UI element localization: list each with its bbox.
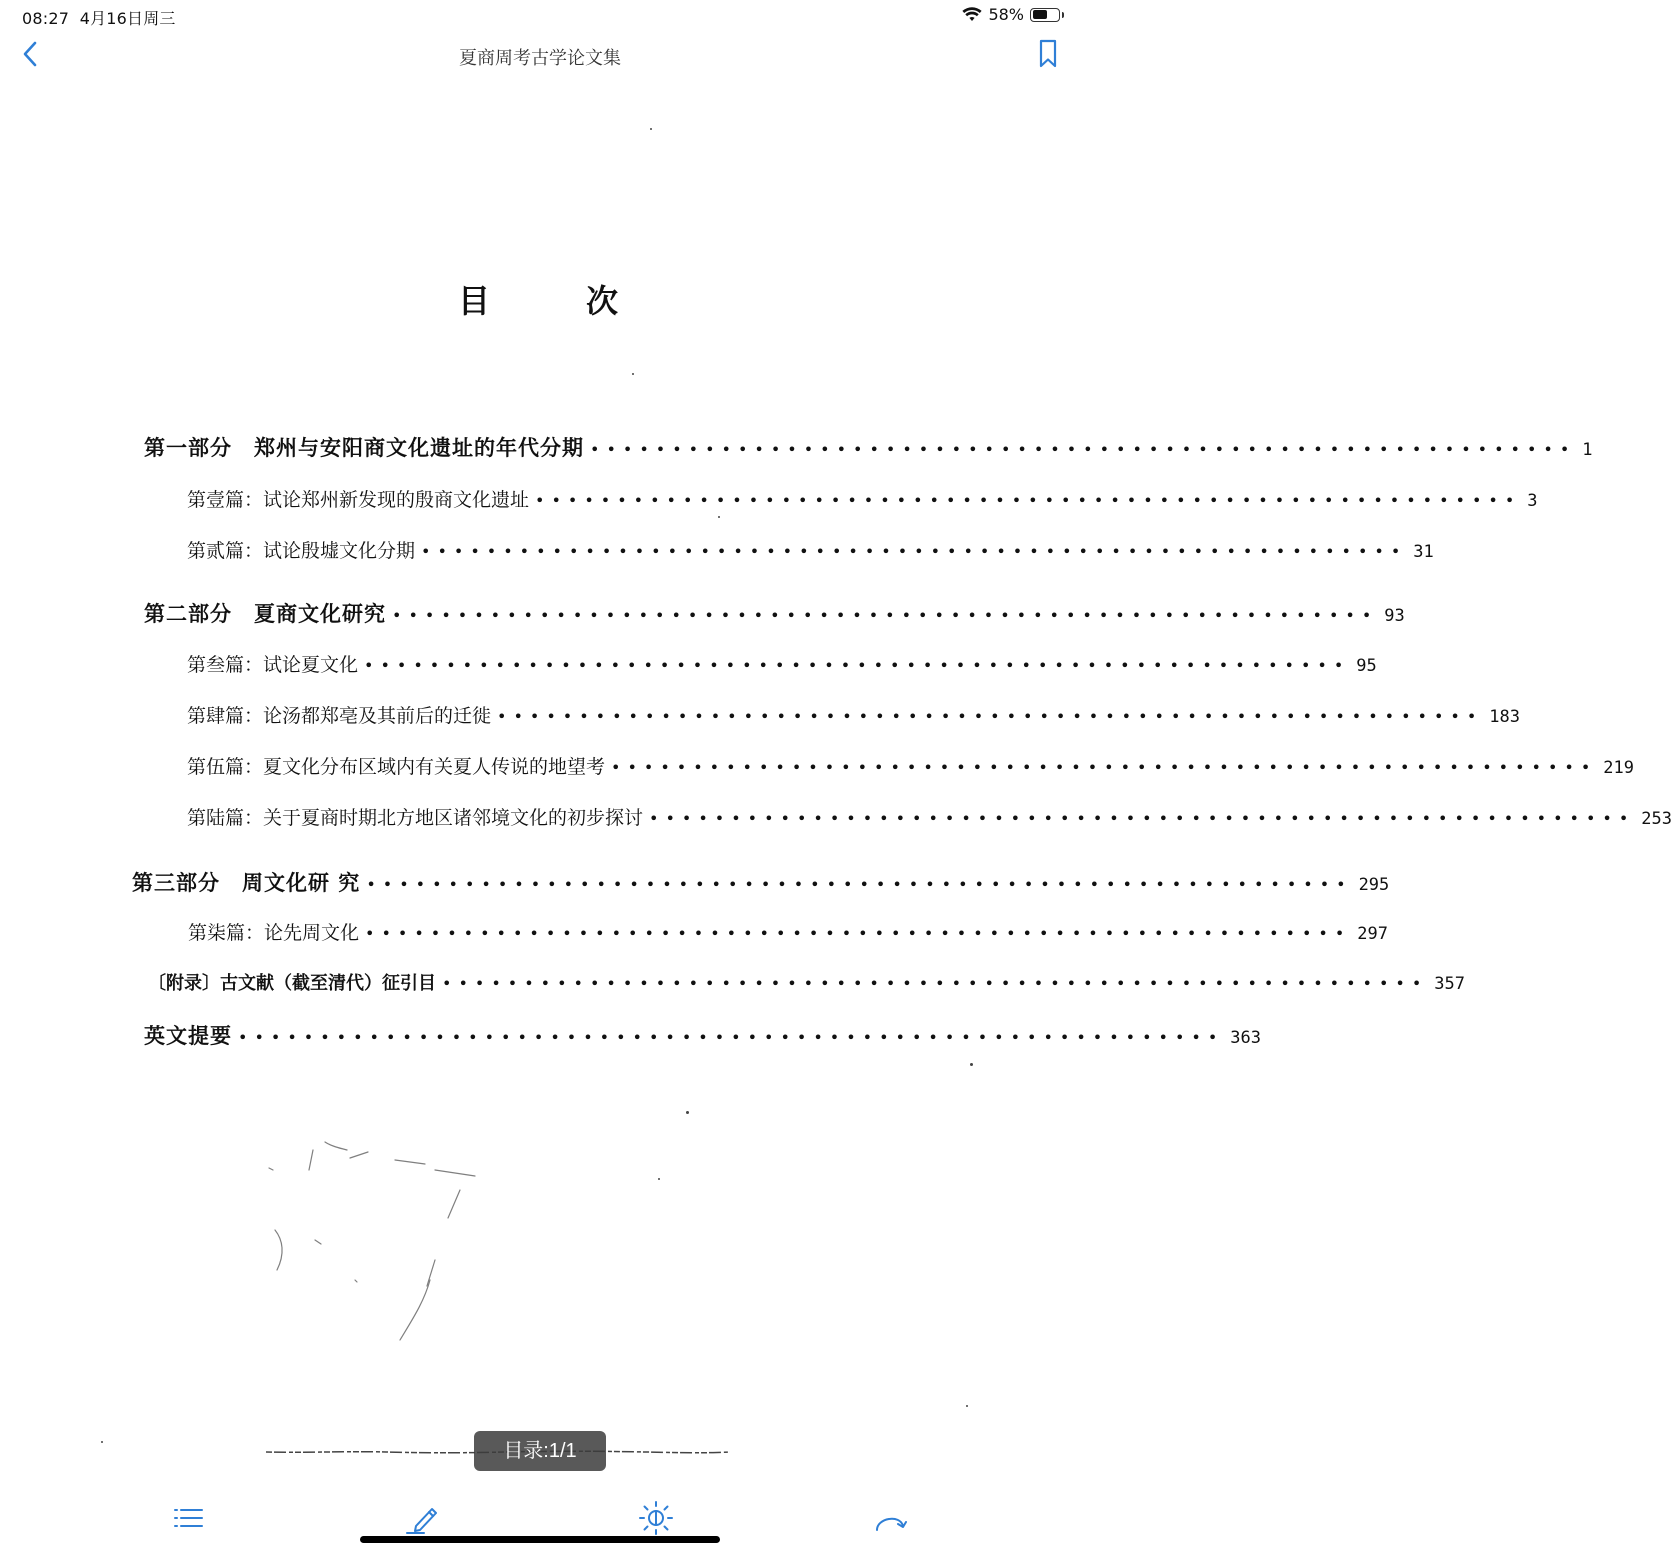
toc-entry-title: 第伍篇：夏文化分布区域内有关夏人传说的地望考 bbox=[187, 756, 606, 778]
toc-entry[interactable] bbox=[187, 701, 1520, 728]
toc-leader-dots: •••••••••••••••••••••••••••••••••••••••••••••••••••••••••••• bbox=[535, 491, 1522, 510]
toc-entry-page: 1 bbox=[1582, 440, 1593, 460]
page-turn-icon[interactable] bbox=[872, 1500, 908, 1536]
toc-leader-dots: •••••••••••••••••••••••••••••••••••••••••••••••••••••••••••• bbox=[364, 656, 1351, 675]
battery-icon bbox=[1030, 8, 1060, 22]
scan-speck bbox=[632, 373, 634, 375]
toc-entry[interactable] bbox=[187, 485, 1538, 512]
toc-entry-page: 295 bbox=[1358, 875, 1390, 895]
toc-entry-page: 219 bbox=[1603, 758, 1634, 778]
battery-level-fill bbox=[1033, 10, 1048, 19]
bookmark-icon[interactable] bbox=[1034, 38, 1062, 70]
toc-entry-page: 31 bbox=[1413, 542, 1434, 562]
toc-leader-dots: •••••••••••••••••••••••••••••••••••••••••••••••••••••••••••• bbox=[238, 1028, 1225, 1047]
toc-entry-page: 183 bbox=[1489, 707, 1520, 727]
toc-leader-dots: •••••••••••••••••••••••••••••••••••••••••••••••••••••••••••• bbox=[611, 758, 1598, 777]
toc-entry[interactable] bbox=[187, 752, 1634, 779]
toc-entry[interactable] bbox=[187, 650, 1377, 677]
scan-speck bbox=[718, 516, 720, 518]
document-page[interactable] bbox=[0, 80, 1672, 1480]
toc-entry[interactable] bbox=[144, 432, 1593, 462]
toc-leader-dots: •••••••••••••••••••••••••••••••••••••••••••••••••••••••••••• bbox=[392, 606, 1379, 625]
toc-entry[interactable] bbox=[144, 1020, 1261, 1050]
toc-leader-dots: •••••••••••••••••••••••••••••••••••••••••••••••••••••••••••• bbox=[442, 974, 1429, 993]
status-indicators bbox=[962, 5, 1060, 24]
toc-entry-title: 第陆篇：关于夏商时期北方地区诸邻境文化的初步探讨 bbox=[187, 807, 644, 829]
toc-entry-page: 93 bbox=[1384, 606, 1405, 626]
page-indicator: 目录:1/1 bbox=[474, 1431, 606, 1471]
toc-heading bbox=[0, 276, 1080, 322]
toc-entry-title: 第一部分 郑州与安阳商文化遗址的年代分期 bbox=[144, 436, 584, 460]
battery-percent: 58% bbox=[988, 5, 1024, 24]
toc-entry[interactable] bbox=[187, 536, 1434, 563]
toc-entry-page: 297 bbox=[1357, 924, 1388, 944]
toc-entry-title: 第叁篇：试论夏文化 bbox=[187, 654, 359, 676]
brightness-icon[interactable] bbox=[638, 1500, 674, 1536]
toc-entry-page: 363 bbox=[1230, 1028, 1261, 1048]
scan-speck bbox=[101, 1441, 103, 1443]
scan-speck bbox=[966, 1405, 968, 1407]
toc-leader-dots: •••••••••••••••••••••••••••••••••••••••••••••••••••••••••••• bbox=[649, 809, 1636, 828]
status-clock: 08:27 bbox=[22, 9, 70, 28]
toc-entry-title: 第二部分 夏商文化研究 bbox=[144, 602, 386, 626]
toc-entry-page: 3 bbox=[1527, 491, 1538, 511]
toc-leader-dots: •••••••••••••••••••••••••••••••••••••••••••••••••••••••••••• bbox=[366, 875, 1353, 894]
toc-entry-title: 第壹篇：试论郑州新发现的殷商文化遗址 bbox=[187, 489, 530, 511]
toc-entry[interactable] bbox=[144, 598, 1405, 628]
status-bar bbox=[0, 0, 1080, 30]
toc-leader-dots: •••••••••••••••••••••••••••••••••••••••••••••••••••••••••••• bbox=[365, 924, 1352, 943]
nav-bar bbox=[0, 30, 1080, 80]
toc-entry-page: 253 bbox=[1641, 809, 1672, 829]
scan-speck bbox=[686, 1111, 689, 1114]
list-icon[interactable] bbox=[170, 1500, 206, 1536]
scan-speck bbox=[650, 128, 652, 130]
toc-leader-dots: •••••••••••••••••••••••••••••••••••••••••••••••••••••••••••• bbox=[421, 542, 1408, 561]
pen-icon[interactable] bbox=[404, 1500, 440, 1536]
home-indicator bbox=[360, 1536, 720, 1543]
toc-entry-title: 第三部分 周文化研 究 bbox=[132, 871, 361, 895]
book-title: 夏商周考古学论文集 bbox=[459, 48, 621, 69]
scan-speck bbox=[658, 1178, 660, 1180]
toc-entry-page: 95 bbox=[1356, 656, 1377, 676]
wifi-icon bbox=[962, 7, 982, 23]
toc-entry-title: 第柒篇：论先周文化 bbox=[188, 922, 360, 944]
toc-entry[interactable] bbox=[187, 803, 1672, 830]
toc-entry-title: 英文提要 bbox=[144, 1024, 232, 1048]
toc-entry[interactable] bbox=[148, 969, 1465, 995]
toc-heading-right: 次 bbox=[586, 282, 623, 320]
toc-entry-title: 〔附录〕古文献（截至清代）征引目 bbox=[148, 973, 436, 994]
toc-leader-dots: •••••••••••••••••••••••••••••••••••••••••••••••••••••••••••• bbox=[497, 707, 1484, 726]
status-date: 4月16日周三 bbox=[79, 9, 176, 28]
scan-speck bbox=[970, 1063, 973, 1066]
toc-heading-left: 目 bbox=[457, 282, 494, 320]
toc-leader-dots: •••••••••••••••••••••••••••••••••••••••••••••••••••••••••••• bbox=[590, 440, 1577, 459]
toc-entry-page: 357 bbox=[1434, 974, 1465, 994]
toc-entry-title: 第肆篇：论汤都郑亳及其前后的迁徙 bbox=[187, 705, 492, 727]
toc-entry[interactable] bbox=[188, 918, 1388, 945]
status-time bbox=[22, 6, 176, 29]
handwritten-marks bbox=[255, 1130, 585, 1360]
toc-entry[interactable] bbox=[132, 867, 1390, 897]
toc-entry-title: 第贰篇：试论殷墟文化分期 bbox=[187, 540, 416, 562]
